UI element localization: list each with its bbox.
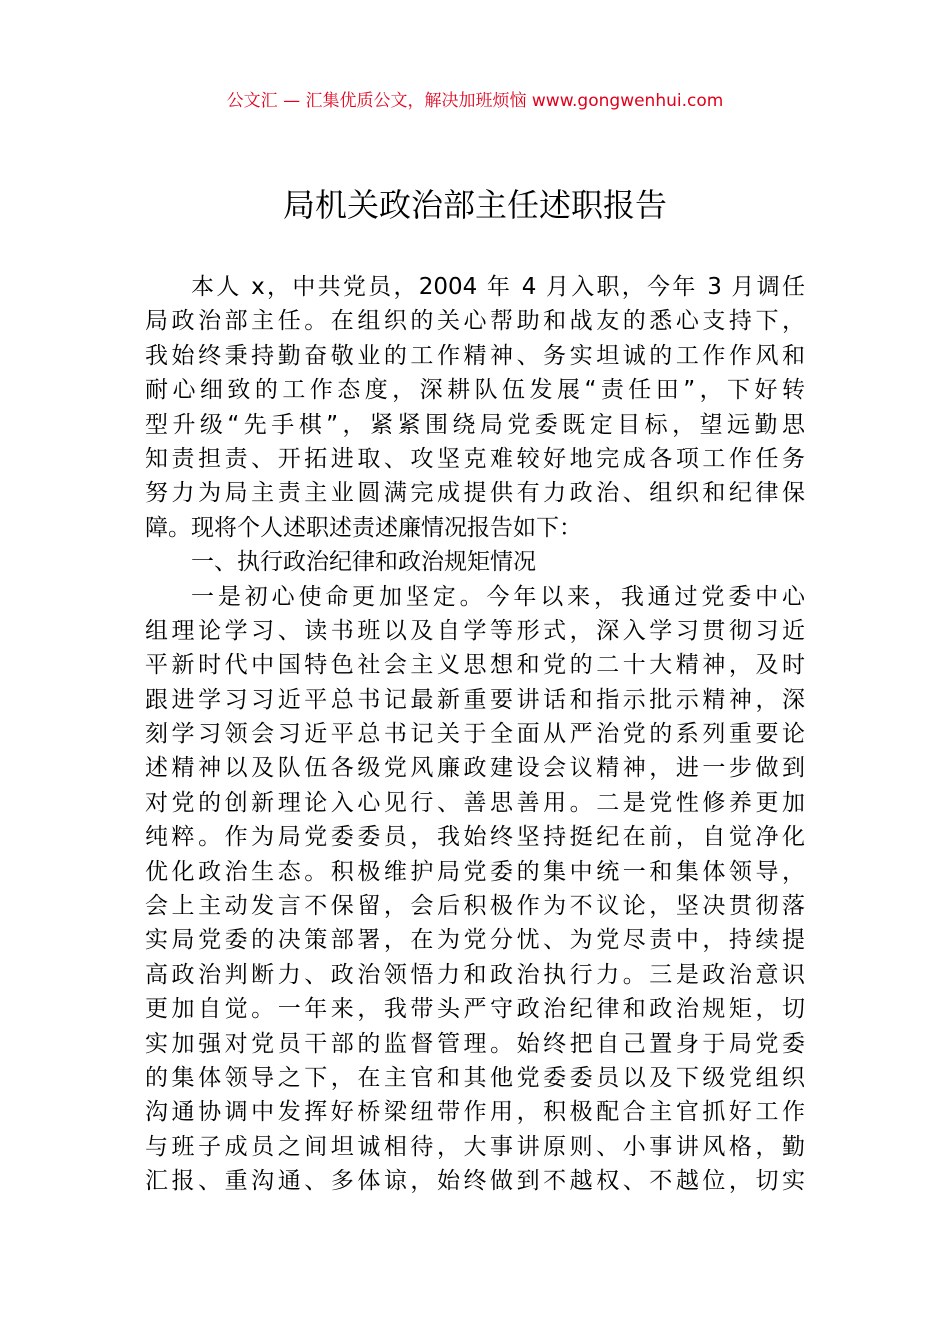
body-line: 高政治判断力、政治领悟力和政治执行力。三是政治意识 <box>145 961 805 988</box>
body-line: 汇报、重沟通、多体谅，始终做到不越权、不越位，切实 <box>145 1168 805 1195</box>
body-line: 我始终秉持勤奋敬业的工作精神、务实坦诚的工作作风和 <box>145 342 805 369</box>
body-line: 平新时代中国特色社会主义思想和党的二十大精神，及时 <box>145 652 805 679</box>
body-line: 对党的创新理论入心见行、善思善用。二是党性修养更加 <box>145 789 805 816</box>
body-line: 知责担责、开拓进取、攻坚克难较好地完成各项工作任务 <box>145 445 805 472</box>
body-line: 组理论学习、读书班以及自学等形式，深入学习贯彻习近 <box>145 617 805 644</box>
body-line: 的集体领导之下，在主官和其他党委委员以及下级党组织 <box>145 1064 805 1091</box>
body-line: 实局党委的决策部署，在为党分忧、为党尽责中，持续提 <box>145 927 805 954</box>
body-line: 努力为局主责主业圆满完成提供有力政治、组织和纪律保 <box>145 480 805 507</box>
document-body <box>145 270 805 1199</box>
body-line: 会上主动发言不保留，会后积极作为不议论，坚决贯彻落 <box>145 893 805 920</box>
body-line: 述精神以及队伍各级党风廉政建设会议精神，进一步做到 <box>145 755 805 782</box>
body-line: 沟通协调中发挥好桥梁纽带作用，积极配合主官抓好工作 <box>145 1099 805 1126</box>
body-line: 纯粹。作为局党委委员，我始终坚持挺纪在前，自觉净化 <box>145 824 805 851</box>
body-line: 本人 x，中共党员，2004 年 4 月入职，今年 3 月调任 <box>191 274 805 300</box>
website-watermark-header: 公文汇 — 汇集优质公文，解决加班烦恼 www.gongwenhui.com <box>226 91 724 111</box>
body-line: 实加强对党员干部的监督管理。始终把自己置身于局党委 <box>145 1030 805 1057</box>
body-line: 与班子成员之间坦诚相待，大事讲原则、小事讲风格，勤 <box>145 1133 805 1160</box>
body-line: 跟进学习习近平总书记最新重要讲话和指示批示精神，深 <box>145 686 805 713</box>
section-heading: 一、执行政治纪律和政治规矩情况 <box>191 549 536 576</box>
body-line: 局政治部主任。在组织的关心帮助和战友的悉心支持下， <box>145 308 805 335</box>
body-line: 优化政治生态。积极维护局党委的集中统一和集体领导， <box>145 858 805 885</box>
body-line: 障。现将个人述职述责述廉情况报告如下： <box>145 514 582 541</box>
body-line: 耐心细致的工作态度，深耕队伍发展“责任田”，下好转 <box>145 377 805 404</box>
body-line: 更加自觉。一年来，我带头严守政治纪律和政治规矩，切 <box>145 996 805 1023</box>
body-line: 一是初心使命更加坚定。今年以来，我通过党委中心 <box>191 583 805 610</box>
document-title: 局机关政治部主任述职报告 <box>282 186 667 224</box>
body-line: 型升级“先手棋”，紧紧围绕局党委既定目标，望远勤思 <box>145 411 805 438</box>
body-line: 刻学习领会习近平总书记关于全面从严治党的系列重要论 <box>145 721 805 748</box>
